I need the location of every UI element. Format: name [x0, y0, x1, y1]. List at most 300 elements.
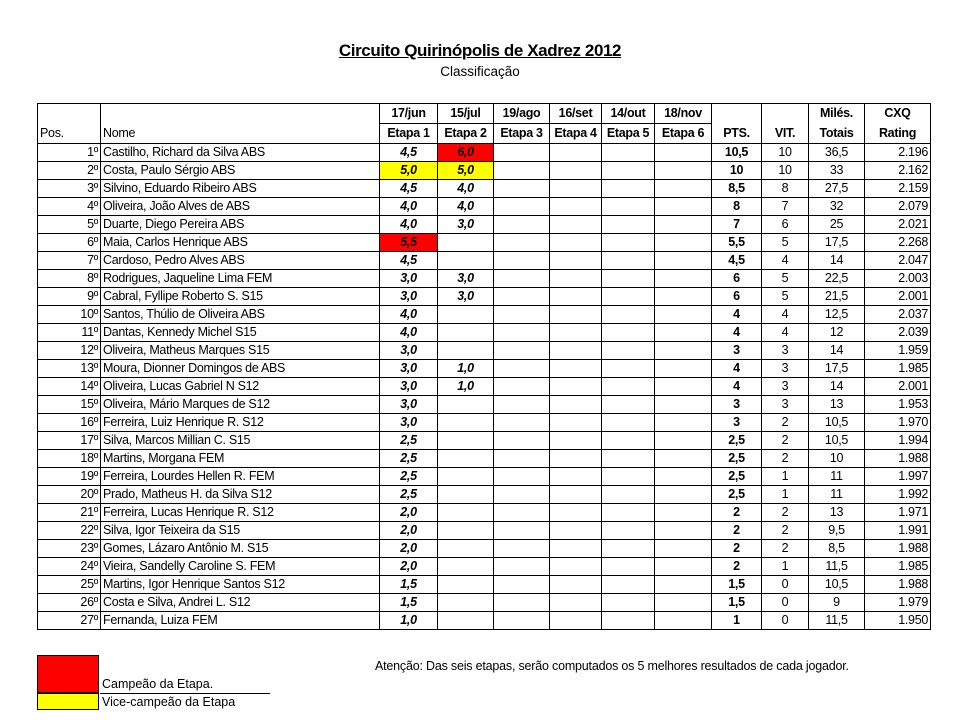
cell-etapa-1: 5,5 [380, 234, 438, 252]
cell-etapa-3 [494, 558, 550, 576]
cell-etapa-4 [550, 504, 602, 522]
cell-etapa-1: 1,5 [380, 594, 438, 612]
cell-miles: 25 [809, 216, 865, 234]
cell-etapa-3 [494, 306, 550, 324]
cell-etapa-4 [550, 414, 602, 432]
cell-etapa-4 [550, 432, 602, 450]
legend-vice-label: Vice-campeão da Etapa [102, 695, 236, 709]
cell-pos: 2º [38, 162, 101, 180]
cell-vit: 4 [762, 252, 809, 270]
cell-etapa-3 [494, 144, 550, 162]
cell-miles: 10,5 [809, 414, 865, 432]
cell-etapa-3 [494, 396, 550, 414]
table-row [38, 576, 931, 594]
header-date: 18/nov [655, 104, 712, 124]
cell-etapa-4 [550, 468, 602, 486]
cell-vit: 0 [762, 612, 809, 630]
cell-name: Silva, Marcos Millian C. S15 [101, 432, 380, 450]
cell-vit: 1 [762, 486, 809, 504]
cell-vit: 2 [762, 504, 809, 522]
cell-miles: 10 [809, 450, 865, 468]
cell-miles: 11,5 [809, 612, 865, 630]
cell-name: Oliveira, Matheus Marques S15 [101, 342, 380, 360]
cell-etapa-1: 3,0 [380, 270, 438, 288]
cell-miles: 14 [809, 342, 865, 360]
table-row [38, 234, 931, 252]
cell-pts: 2 [712, 540, 762, 558]
cell-etapa-1: 2,0 [380, 522, 438, 540]
cell-etapa-2 [438, 324, 494, 342]
cell-etapa-5 [602, 486, 655, 504]
header-miles-top: Milés. [809, 104, 865, 124]
cell-miles: 12,5 [809, 306, 865, 324]
cell-etapa-1: 2,0 [380, 540, 438, 558]
cell-etapa-3 [494, 468, 550, 486]
classification-table [37, 103, 931, 630]
cell-miles: 13 [809, 504, 865, 522]
cell-etapa-2 [438, 432, 494, 450]
cell-miles: 22,5 [809, 270, 865, 288]
cell-etapa-6 [655, 270, 712, 288]
cell-pts: 1,5 [712, 594, 762, 612]
cell-miles: 17,5 [809, 360, 865, 378]
cell-pos: 17º [38, 432, 101, 450]
cell-etapa-4 [550, 522, 602, 540]
cell-etapa-2 [438, 252, 494, 270]
header-pts-top [712, 104, 762, 124]
cell-name: Castilho, Richard da Silva ABS [101, 144, 380, 162]
cell-pts: 4 [712, 306, 762, 324]
table-row [38, 306, 931, 324]
cell-rating: 1.988 [865, 540, 931, 558]
cell-rating: 2.037 [865, 306, 931, 324]
cell-etapa-5 [602, 234, 655, 252]
table-row [38, 198, 931, 216]
cell-name: Oliveira, Mário Marques de S12 [101, 396, 380, 414]
cell-miles: 36,5 [809, 144, 865, 162]
cell-etapa-4 [550, 540, 602, 558]
cell-pos: 24º [38, 558, 101, 576]
cell-etapa-1: 1,0 [380, 612, 438, 630]
cell-pos: 11º [38, 324, 101, 342]
cell-etapa-2 [438, 612, 494, 630]
cell-etapa-4 [550, 558, 602, 576]
cell-etapa-4 [550, 288, 602, 306]
table-row [38, 252, 931, 270]
cell-etapa-5 [602, 414, 655, 432]
cell-etapa-1: 4,5 [380, 180, 438, 198]
cell-miles: 11 [809, 468, 865, 486]
cell-etapa-3 [494, 522, 550, 540]
cell-pos: 7º [38, 252, 101, 270]
cell-rating: 1.971 [865, 504, 931, 522]
cell-name: Duarte, Diego Pereira ABS [101, 216, 380, 234]
cell-etapa-6 [655, 288, 712, 306]
cell-etapa-1: 4,0 [380, 324, 438, 342]
cell-pos: 18º [38, 450, 101, 468]
table-row [38, 396, 931, 414]
cell-etapa-3 [494, 378, 550, 396]
header-pos-top [38, 104, 101, 124]
cell-vit: 3 [762, 396, 809, 414]
cell-rating: 2.001 [865, 288, 931, 306]
cell-etapa-2 [438, 522, 494, 540]
cell-etapa-6 [655, 378, 712, 396]
cell-miles: 33 [809, 162, 865, 180]
header-etapa: Etapa 3 [494, 124, 550, 144]
cell-etapa-6 [655, 306, 712, 324]
cell-pos: 1º [38, 144, 101, 162]
cell-rating: 2.001 [865, 378, 931, 396]
header-date: 19/ago [494, 104, 550, 124]
cell-name: Silva, Igor Teixeira da S15 [101, 522, 380, 540]
cell-pts: 4 [712, 360, 762, 378]
table-row [38, 522, 931, 540]
cell-etapa-6 [655, 558, 712, 576]
cell-etapa-4 [550, 198, 602, 216]
cell-etapa-3 [494, 342, 550, 360]
table-row [38, 468, 931, 486]
cell-pts: 3 [712, 414, 762, 432]
cell-etapa-5 [602, 288, 655, 306]
cell-pos: 20º [38, 486, 101, 504]
cell-etapa-2 [438, 306, 494, 324]
table-row [38, 432, 931, 450]
cell-etapa-6 [655, 252, 712, 270]
cell-etapa-1: 3,0 [380, 378, 438, 396]
cell-etapa-6 [655, 486, 712, 504]
cell-vit: 4 [762, 306, 809, 324]
cell-etapa-3 [494, 414, 550, 432]
page-title: Circuito Quirinópolis de Xadrez 2012 [338, 41, 622, 60]
cell-vit: 6 [762, 216, 809, 234]
cell-etapa-4 [550, 396, 602, 414]
table-row [38, 558, 931, 576]
cell-etapa-4 [550, 378, 602, 396]
cell-pos: 12º [38, 342, 101, 360]
cell-pos: 14º [38, 378, 101, 396]
cell-name: Ferreira, Lourdes Hellen R. FEM [101, 468, 380, 486]
table-row [38, 270, 931, 288]
cell-etapa-5 [602, 270, 655, 288]
cell-etapa-4 [550, 180, 602, 198]
cell-etapa-5 [602, 504, 655, 522]
cell-pts: 5,5 [712, 234, 762, 252]
cell-rating: 1.992 [865, 486, 931, 504]
cell-rating: 1.979 [865, 594, 931, 612]
cell-etapa-3 [494, 540, 550, 558]
cell-etapa-3 [494, 432, 550, 450]
table-row [38, 594, 931, 612]
cell-etapa-2 [438, 504, 494, 522]
header-etapa: Etapa 6 [655, 124, 712, 144]
cell-etapa-6 [655, 234, 712, 252]
cell-vit: 8 [762, 180, 809, 198]
cell-etapa-3 [494, 216, 550, 234]
header-row-labels [38, 124, 931, 144]
cell-pos: 3º [38, 180, 101, 198]
header-cxq-top: CXQ [865, 104, 931, 124]
cell-pos: 26º [38, 594, 101, 612]
cell-miles: 17,5 [809, 234, 865, 252]
cell-etapa-3 [494, 162, 550, 180]
cell-miles: 14 [809, 252, 865, 270]
cell-etapa-1: 1,5 [380, 576, 438, 594]
cell-etapa-2 [438, 342, 494, 360]
cell-miles: 11 [809, 486, 865, 504]
cell-etapa-4 [550, 270, 602, 288]
cell-etapa-5 [602, 216, 655, 234]
header-date: 17/jun [380, 104, 438, 124]
cell-rating: 1.988 [865, 576, 931, 594]
cell-pts: 4,5 [712, 252, 762, 270]
cell-pts: 7 [712, 216, 762, 234]
header-name-top [101, 104, 380, 124]
cell-name: Cabral, Fyllipe Roberto S. S15 [101, 288, 380, 306]
cell-pos: 25º [38, 576, 101, 594]
cell-miles: 32 [809, 198, 865, 216]
cell-miles: 14 [809, 378, 865, 396]
cell-name: Martins, Morgana FEM [101, 450, 380, 468]
cell-etapa-5 [602, 252, 655, 270]
table-body [38, 144, 931, 630]
table-row [38, 450, 931, 468]
cell-etapa-6 [655, 216, 712, 234]
header-row-dates [38, 104, 931, 124]
cell-vit: 2 [762, 540, 809, 558]
cell-etapa-6 [655, 144, 712, 162]
cell-rating: 2.047 [865, 252, 931, 270]
cell-vit: 2 [762, 414, 809, 432]
table-row [38, 162, 931, 180]
cell-etapa-4 [550, 162, 602, 180]
cell-rating: 2.003 [865, 270, 931, 288]
cell-vit: 5 [762, 288, 809, 306]
cell-pts: 8 [712, 198, 762, 216]
cell-pos: 23º [38, 540, 101, 558]
cell-etapa-6 [655, 360, 712, 378]
cell-etapa-6 [655, 576, 712, 594]
cell-etapa-2 [438, 234, 494, 252]
cell-miles: 8,5 [809, 540, 865, 558]
cell-etapa-4 [550, 576, 602, 594]
cell-etapa-4 [550, 594, 602, 612]
cell-etapa-1: 3,0 [380, 360, 438, 378]
cell-pts: 3 [712, 396, 762, 414]
cell-etapa-5 [602, 468, 655, 486]
table-row [38, 378, 931, 396]
legend-champion-label: Campeão da Etapa. [102, 677, 214, 691]
header-cxq-rating: Rating [865, 124, 931, 144]
cell-pos: 4º [38, 198, 101, 216]
cell-miles: 10,5 [809, 432, 865, 450]
cell-name: Prado, Matheus H. da Silva S12 [101, 486, 380, 504]
cell-name: Ferreira, Lucas Henrique R. S12 [101, 504, 380, 522]
cell-etapa-1: 4,0 [380, 216, 438, 234]
cell-etapa-5 [602, 162, 655, 180]
header-vit: VIT. [762, 124, 809, 144]
cell-miles: 12 [809, 324, 865, 342]
cell-etapa-5 [602, 378, 655, 396]
cell-etapa-6 [655, 198, 712, 216]
cell-miles: 10,5 [809, 576, 865, 594]
cell-etapa-2: 5,0 [438, 162, 494, 180]
cell-etapa-3 [494, 450, 550, 468]
cell-etapa-6 [655, 504, 712, 522]
cell-etapa-6 [655, 342, 712, 360]
cell-etapa-5 [602, 180, 655, 198]
cell-pos: 13º [38, 360, 101, 378]
cell-etapa-2 [438, 396, 494, 414]
cell-etapa-6 [655, 594, 712, 612]
cell-pts: 2 [712, 558, 762, 576]
cell-etapa-2 [438, 486, 494, 504]
cell-etapa-4 [550, 216, 602, 234]
cell-etapa-5 [602, 396, 655, 414]
cell-etapa-1: 4,5 [380, 252, 438, 270]
page-subtitle: Classificação [440, 64, 520, 79]
cell-pts: 4 [712, 378, 762, 396]
cell-pos: 8º [38, 270, 101, 288]
cell-vit: 10 [762, 144, 809, 162]
cell-pts: 10 [712, 162, 762, 180]
cell-etapa-4 [550, 612, 602, 630]
cell-pts: 2 [712, 504, 762, 522]
header-etapa: Etapa 2 [438, 124, 494, 144]
cell-pos: 16º [38, 414, 101, 432]
cell-rating: 1.950 [865, 612, 931, 630]
cell-pos: 10º [38, 306, 101, 324]
cell-rating: 2.039 [865, 324, 931, 342]
cell-pts: 2 [712, 522, 762, 540]
cell-etapa-5 [602, 342, 655, 360]
legend-divider [100, 693, 270, 694]
cell-etapa-1: 3,0 [380, 396, 438, 414]
cell-vit: 3 [762, 378, 809, 396]
cell-vit: 0 [762, 594, 809, 612]
cell-etapa-3 [494, 504, 550, 522]
table-row [38, 540, 931, 558]
cell-etapa-1: 4,0 [380, 306, 438, 324]
cell-miles: 9,5 [809, 522, 865, 540]
cell-rating: 1.959 [865, 342, 931, 360]
cell-etapa-4 [550, 252, 602, 270]
cell-etapa-5 [602, 576, 655, 594]
cell-vit: 2 [762, 432, 809, 450]
cell-etapa-2 [438, 468, 494, 486]
table-row [38, 612, 931, 630]
cell-etapa-2 [438, 594, 494, 612]
cell-miles: 9 [809, 594, 865, 612]
cell-rating: 2.079 [865, 198, 931, 216]
cell-etapa-2: 3,0 [438, 288, 494, 306]
header-etapa: Etapa 1 [380, 124, 438, 144]
cell-miles: 27,5 [809, 180, 865, 198]
cell-etapa-3 [494, 360, 550, 378]
cell-rating: 1.970 [865, 414, 931, 432]
cell-etapa-5 [602, 540, 655, 558]
header-etapa: Etapa 4 [550, 124, 602, 144]
cell-rating: 1.985 [865, 360, 931, 378]
cell-etapa-3 [494, 198, 550, 216]
cell-pts: 1,5 [712, 576, 762, 594]
cell-pts: 8,5 [712, 180, 762, 198]
header-name: Nome [101, 124, 380, 144]
table-row [38, 414, 931, 432]
cell-etapa-1: 2,5 [380, 450, 438, 468]
cell-etapa-6 [655, 324, 712, 342]
cell-name: Oliveira, João Alves de ABS [101, 198, 380, 216]
cell-etapa-2: 3,0 [438, 270, 494, 288]
cell-etapa-4 [550, 306, 602, 324]
table-row [38, 324, 931, 342]
cell-etapa-3 [494, 612, 550, 630]
cell-pts: 1 [712, 612, 762, 630]
cell-etapa-5 [602, 450, 655, 468]
cell-etapa-1: 3,0 [380, 288, 438, 306]
cell-etapa-1: 4,0 [380, 198, 438, 216]
cell-pos: 6º [38, 234, 101, 252]
cell-pts: 10,5 [712, 144, 762, 162]
cell-etapa-6 [655, 450, 712, 468]
cell-pos: 19º [38, 468, 101, 486]
cell-pos: 9º [38, 288, 101, 306]
cell-vit: 2 [762, 522, 809, 540]
cell-pts: 3 [712, 342, 762, 360]
cell-rating: 1.991 [865, 522, 931, 540]
cell-etapa-4 [550, 342, 602, 360]
cell-etapa-3 [494, 594, 550, 612]
table-row [38, 486, 931, 504]
cell-vit: 3 [762, 360, 809, 378]
cell-name: Costa e Silva, Andrei L. S12 [101, 594, 380, 612]
cell-etapa-2: 1,0 [438, 378, 494, 396]
legend-vice-swatch [37, 693, 99, 710]
cell-etapa-3 [494, 486, 550, 504]
cell-etapa-3 [494, 576, 550, 594]
cell-rating: 2.196 [865, 144, 931, 162]
header-date: 14/out [602, 104, 655, 124]
cell-vit: 1 [762, 558, 809, 576]
table-row [38, 180, 931, 198]
cell-etapa-6 [655, 522, 712, 540]
table-row [38, 342, 931, 360]
cell-vit: 10 [762, 162, 809, 180]
table-row [38, 216, 931, 234]
cell-etapa-3 [494, 234, 550, 252]
cell-etapa-6 [655, 414, 712, 432]
cell-name: Moura, Dionner Domingos de ABS [101, 360, 380, 378]
cell-etapa-5 [602, 198, 655, 216]
header-etapa: Etapa 5 [602, 124, 655, 144]
cell-pts: 4 [712, 324, 762, 342]
cell-etapa-6 [655, 180, 712, 198]
cell-etapa-5 [602, 558, 655, 576]
cell-miles: 13 [809, 396, 865, 414]
cell-etapa-2 [438, 540, 494, 558]
cell-etapa-3 [494, 180, 550, 198]
cell-etapa-4 [550, 486, 602, 504]
cell-miles: 21,5 [809, 288, 865, 306]
cell-etapa-5 [602, 360, 655, 378]
cell-etapa-4 [550, 450, 602, 468]
cell-rating: 1.994 [865, 432, 931, 450]
cell-pts: 6 [712, 270, 762, 288]
header-vit-top [762, 104, 809, 124]
cell-etapa-2 [438, 558, 494, 576]
cell-etapa-1: 4,5 [380, 144, 438, 162]
cell-etapa-1: 2,0 [380, 558, 438, 576]
